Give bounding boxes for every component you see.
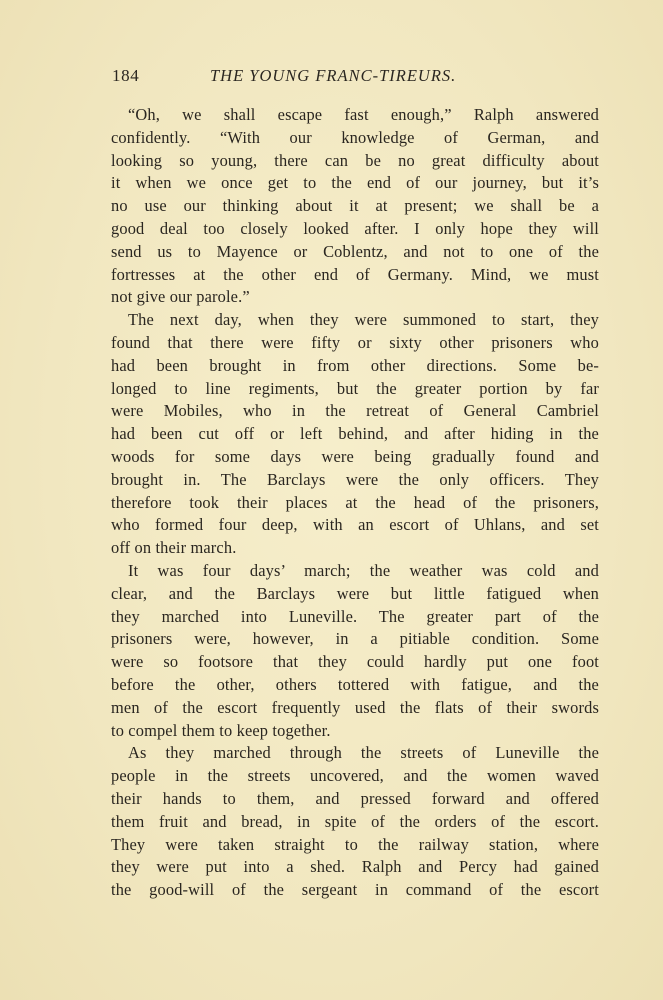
text-line: longed to line regiments, but the greater portion by far (111, 378, 599, 398)
text-line: brought in. The Barclays were the only officers. They (111, 469, 599, 489)
text-line: they marched into Luneville. The greater part of the (111, 606, 599, 626)
text-line: them fruit and bread, in spite of the orders of the escort. (111, 811, 599, 831)
text-line: prisoners were, however, in a pitiable condition. Some (111, 629, 599, 649)
text-line: the good-will of the sergeant in command of the escort (111, 880, 599, 900)
text-line: before the other, others tottered with fatigue, and the (111, 674, 599, 694)
text-line: their hands to them, and pressed forward and offered (111, 788, 599, 808)
text-line: had been cut off or left behind, and after hiding in the (111, 424, 599, 444)
text-line: confidently. “With our knowledge of German, and (111, 127, 599, 147)
text-line: clear, and the Barclays were but little fatigued when (111, 583, 599, 603)
text-line: fortresses at the other end of Germany. Mind, we must (111, 264, 599, 284)
text-line: were Mobiles, who in the retreat of General Cambriel (111, 401, 599, 421)
text-line: The next day, when they were summoned to start, they (128, 310, 599, 330)
text-line: They were taken straight to the railway station, where (111, 834, 599, 854)
text-line: had been brought in from other directions. Some be- (111, 355, 599, 375)
text-line: As they marched through the streets of Luneville the (128, 743, 599, 763)
running-head (112, 64, 598, 88)
text-line: to compel them to keep together. (111, 720, 331, 740)
text-line: who formed four deep, with an escort of Uhlans, and set (111, 515, 599, 535)
page-number: 184 (112, 66, 140, 85)
text-line: not give our parole.” (111, 287, 250, 307)
text-line: men of the escort frequently used the flats of their swords (111, 697, 599, 717)
text-line: woods for some days were being gradually found and (111, 446, 599, 466)
text-line: off on their march. (111, 538, 237, 558)
text-line: they were put into a shed. Ralph and Percy had gained (111, 857, 599, 877)
text-line: good deal too closely looked after. I only hope they will (111, 218, 599, 238)
text-line: therefore took their places at the head of the prisoners, (111, 492, 599, 512)
text-line: no use our thinking about it at present; we shall be a (111, 196, 599, 216)
text-line: looking so young, there can be no great difficulty about (111, 150, 599, 170)
text-line: found that there were fifty or sixty other prisoners who (111, 332, 599, 352)
text-line: it when we once get to the end of our journey, but it’s (111, 173, 599, 193)
text-line: It was four days’ march; the weather was cold and (128, 560, 599, 580)
running-title: THE YOUNG FRANC-TIREURS. (210, 66, 457, 85)
text-line: people in the streets uncovered, and the women waved (111, 766, 599, 786)
text-line: “Oh, we shall escape fast enough,” Ralph answered (128, 105, 599, 124)
body-text (111, 104, 599, 902)
text-line: send us to Mayence or Coblentz, and not to one of the (111, 241, 599, 261)
text-line: were so footsore that they could hardly put one foot (111, 652, 599, 672)
